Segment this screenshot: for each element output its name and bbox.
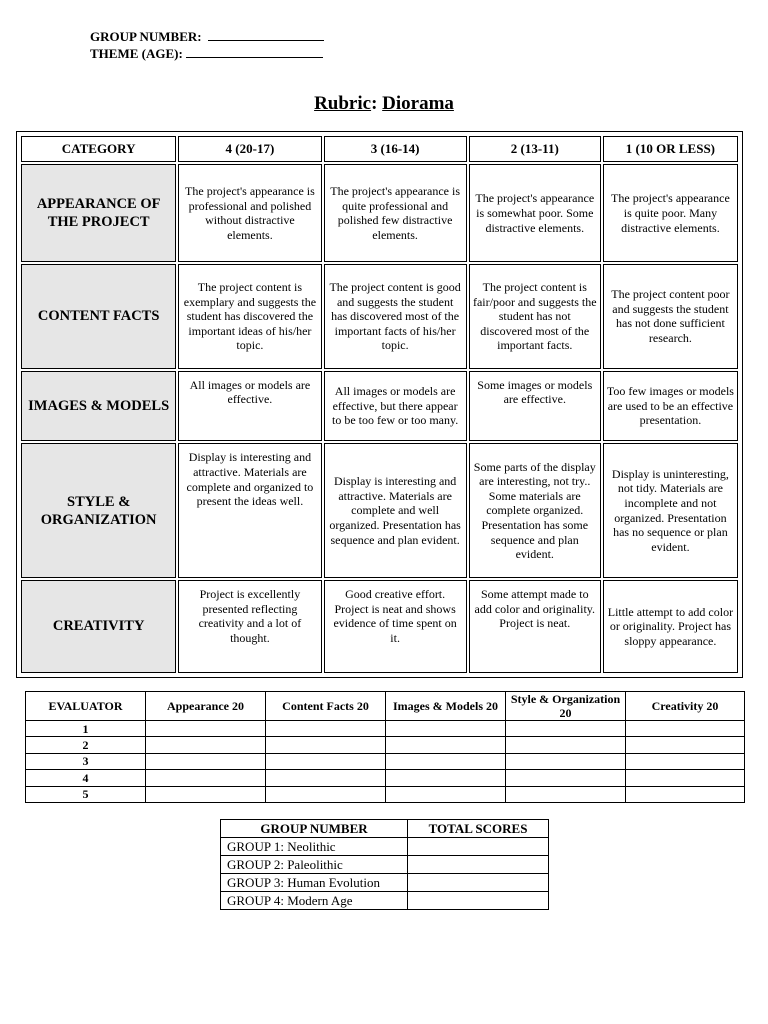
- score-cell[interactable]: [386, 786, 506, 802]
- evaluator-row: [26, 737, 745, 753]
- score-cell[interactable]: [146, 721, 266, 737]
- score-cell[interactable]: [506, 721, 626, 737]
- evaluator-row: [26, 721, 745, 737]
- page-title: [0, 93, 768, 115]
- group-scores-table: [220, 819, 549, 910]
- rubric-cell: The project content poor and suggests the student has not done sufficient research.: [603, 264, 738, 368]
- category-style-organization: STYLE & ORGANIZATION: [21, 443, 176, 578]
- score-cell[interactable]: [626, 737, 745, 753]
- score-cell[interactable]: [506, 753, 626, 769]
- group-name: GROUP 3: Human Evolution: [221, 874, 408, 892]
- score-cell[interactable]: [386, 770, 506, 786]
- creativity-header: Creativity 20: [626, 692, 745, 721]
- score-cell[interactable]: [506, 770, 626, 786]
- rubric-cell: Display is uninteresting, not tidy. Materials are incomplete and not organized. Presentation has no sequence or plan evident.: [603, 443, 738, 578]
- category-content-facts: CONTENT FACTS: [21, 264, 176, 368]
- rubric-cell: Some images or models are effective.: [469, 371, 601, 442]
- rubric-col-3: 3 (16-14): [324, 136, 467, 162]
- total-score-cell[interactable]: [408, 856, 549, 874]
- rubric-row-creativity: [21, 580, 738, 673]
- rubric-cell: Project is excellently presented reflecting creativity and a lot of thought.: [178, 580, 321, 673]
- rubric-table: [19, 134, 740, 675]
- title-separator: :: [371, 93, 378, 114]
- rubric-cell: The project content is fair/poor and suggests the student has not discovered most of the important facts.: [469, 264, 601, 368]
- score-cell[interactable]: [626, 721, 745, 737]
- total-score-cell[interactable]: [408, 874, 549, 892]
- group-row: [221, 874, 549, 892]
- score-cell[interactable]: [386, 753, 506, 769]
- rubric-cell: Some parts of the display are interesting, not try.. Some materials are complete organized. Presentation has some sequence and plan evident.: [469, 443, 601, 578]
- group-name: GROUP 2: Paleolithic: [221, 856, 408, 874]
- rubric-cell: The project's appearance is quite poor. Many distractive elements.: [603, 164, 738, 262]
- score-cell[interactable]: [146, 737, 266, 753]
- rubric-row-appearance: [21, 164, 738, 262]
- evaluator-row: [26, 770, 745, 786]
- rubric-cell: Little attempt to add color or originality. Project has sloppy appearance.: [603, 580, 738, 673]
- rubric-cell: The project content is exemplary and suggests the student has discovered the important ideas of his/her topic.: [178, 264, 321, 368]
- rubric-row-content: [21, 264, 738, 368]
- score-cell[interactable]: [266, 737, 386, 753]
- evaluator-row: [26, 753, 745, 769]
- total-score-cell[interactable]: [408, 892, 549, 910]
- rubric-cell: Too few images or models are used to be an effective presentation.: [603, 371, 738, 442]
- group-number-line: [90, 28, 324, 45]
- rubric-col-1: 1 (10 OR LESS): [603, 136, 738, 162]
- group-row: [221, 838, 549, 856]
- score-cell[interactable]: [626, 770, 745, 786]
- style-organization-header: Style & Organization 20: [506, 692, 626, 721]
- score-cell[interactable]: [146, 770, 266, 786]
- rubric-col-4: 4 (20-17): [178, 136, 321, 162]
- group-number-blank[interactable]: [208, 28, 324, 41]
- rubric-cell: The project's appearance is professional and polished without distractive elements.: [178, 164, 321, 262]
- group-row: [221, 856, 549, 874]
- rubric-col-category: CATEGORY: [21, 136, 176, 162]
- theme-label: THEME (AGE):: [90, 46, 183, 61]
- rubric-cell: The project's appearance is quite professional and polished few distractive elements.: [324, 164, 467, 262]
- score-cell[interactable]: [386, 737, 506, 753]
- rubric-cell: The project content is good and suggests the student has discovered most of the important facts of his/her topic.: [324, 264, 467, 368]
- score-cell[interactable]: [266, 721, 386, 737]
- title-prefix: Rubric: [314, 93, 372, 114]
- content-facts-header: Content Facts 20: [266, 692, 386, 721]
- total-score-cell[interactable]: [408, 838, 549, 856]
- group-name: GROUP 4: Modern Age: [221, 892, 408, 910]
- category-images-models: IMAGES & MODELS: [21, 371, 176, 442]
- score-cell[interactable]: [386, 721, 506, 737]
- score-cell[interactable]: [626, 753, 745, 769]
- score-cell[interactable]: [506, 737, 626, 753]
- evaluator-number: 4: [26, 770, 146, 786]
- evaluator-header: EVALUATOR: [26, 692, 146, 721]
- rubric-cell: The project's appearance is somewhat poor. Some distractive elements.: [469, 164, 601, 262]
- theme-blank[interactable]: [186, 45, 323, 58]
- group-name: GROUP 1: Neolithic: [221, 838, 408, 856]
- category-creativity: CREATIVITY: [21, 580, 176, 673]
- rubric-row-style: [21, 443, 738, 578]
- evaluator-table: [25, 691, 745, 803]
- evaluator-number: 3: [26, 753, 146, 769]
- evaluator-row: [26, 786, 745, 802]
- group-number-header: GROUP NUMBER: [221, 820, 408, 838]
- group-row: [221, 892, 549, 910]
- evaluator-number: 1: [26, 721, 146, 737]
- rubric-cell: All images or models are effective.: [178, 371, 321, 442]
- rubric-row-images: [21, 371, 738, 442]
- evaluator-header-row: [26, 692, 745, 721]
- evaluator-number: 5: [26, 786, 146, 802]
- rubric-cell: All images or models are effective, but there appear to be too few or too many.: [324, 371, 467, 442]
- group-header-row: [221, 820, 549, 838]
- theme-line: [90, 45, 323, 62]
- score-cell[interactable]: [146, 753, 266, 769]
- rubric-header-row: [21, 136, 738, 162]
- rubric-cell: Display is interesting and attractive. Materials are complete and well organized. Presentation has sequence and plan evident.: [324, 443, 467, 578]
- score-cell[interactable]: [146, 786, 266, 802]
- score-cell[interactable]: [266, 753, 386, 769]
- rubric-cell: Good creative effort. Project is neat and shows evidence of time spent on it.: [324, 580, 467, 673]
- images-models-header: Images & Models 20: [386, 692, 506, 721]
- group-number-label: GROUP NUMBER:: [90, 29, 202, 44]
- total-scores-header: TOTAL SCORES: [408, 820, 549, 838]
- rubric-col-2: 2 (13-11): [469, 136, 601, 162]
- category-appearance: APPEARANCE OF THE PROJECT: [21, 164, 176, 262]
- title-name: Diorama: [382, 93, 454, 114]
- rubric-frame: [16, 131, 743, 678]
- appearance-header: Appearance 20: [146, 692, 266, 721]
- score-cell[interactable]: [626, 786, 745, 802]
- evaluator-number: 2: [26, 737, 146, 753]
- rubric-cell: Display is interesting and attractive. Materials are complete and organized to present the ideas well.: [178, 443, 321, 578]
- score-cell[interactable]: [266, 770, 386, 786]
- score-cell[interactable]: [266, 786, 386, 802]
- score-cell[interactable]: [506, 786, 626, 802]
- rubric-cell: Some attempt made to add color and originality. Project is neat.: [469, 580, 601, 673]
